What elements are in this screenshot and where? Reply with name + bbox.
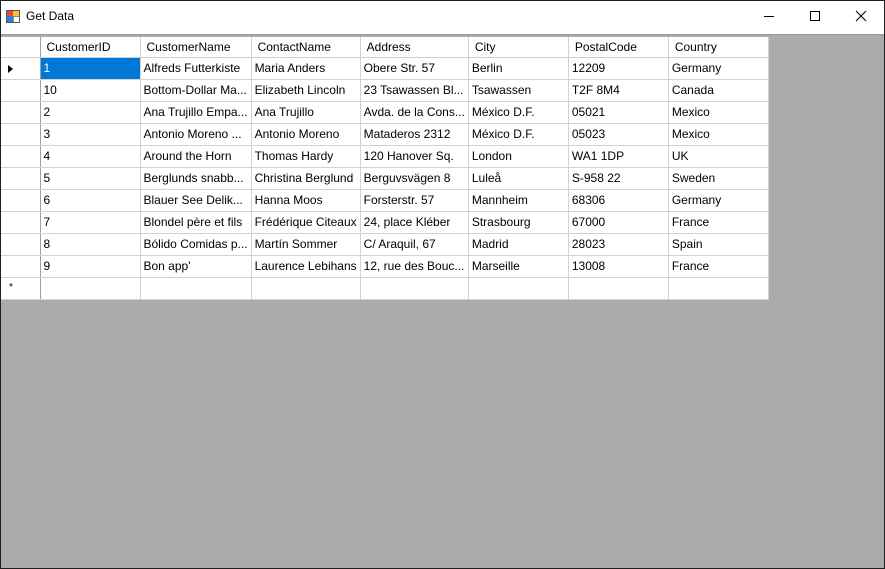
table-cell[interactable]: 6 (40, 189, 140, 211)
table-cell[interactable]: 05023 (568, 123, 668, 145)
row-header-cell[interactable] (1, 211, 40, 233)
table-cell[interactable]: 05021 (568, 101, 668, 123)
close-button[interactable] (838, 1, 884, 31)
table-cell[interactable] (568, 277, 668, 299)
table-cell[interactable] (668, 277, 768, 299)
table-cell[interactable]: Ana Trujillo (251, 101, 360, 123)
table-cell[interactable]: Blondel père et fils (140, 211, 251, 233)
row-header-cell[interactable] (1, 101, 40, 123)
table-cell[interactable]: Blauer See Delik... (140, 189, 251, 211)
table-cell[interactable]: Hanna Moos (251, 189, 360, 211)
table-cell[interactable]: 68306 (568, 189, 668, 211)
minimize-button[interactable] (746, 1, 792, 31)
table-cell[interactable]: 7 (40, 211, 140, 233)
table-cell[interactable]: México D.F. (468, 101, 568, 123)
table-cell[interactable]: Ana Trujillo Empa... (140, 101, 251, 123)
table-cell[interactable] (40, 277, 140, 299)
table-cell[interactable]: 10 (40, 79, 140, 101)
table-cell[interactable]: Mexico (668, 101, 768, 123)
row-header-cell[interactable] (1, 57, 40, 79)
table-cell[interactable]: 23 Tsawassen Bl... (360, 79, 468, 101)
column-header-customername[interactable]: CustomerName (140, 37, 251, 57)
table-row[interactable] (1, 189, 768, 211)
table-cell[interactable]: Tsawassen (468, 79, 568, 101)
row-header-cell[interactable] (1, 167, 40, 189)
window-title: Get Data (26, 9, 75, 23)
table-cell[interactable]: Mannheim (468, 189, 568, 211)
table-row[interactable] (1, 211, 768, 233)
row-header-cell[interactable] (1, 277, 40, 299)
table-row[interactable] (1, 101, 768, 123)
table-cell[interactable]: Forsterstr. 57 (360, 189, 468, 211)
column-header-city[interactable]: City (468, 37, 568, 57)
table-cell[interactable]: Avda. de la Cons... (360, 101, 468, 123)
table-cell[interactable]: Elizabeth Lincoln (251, 79, 360, 101)
app-form-icon[interactable] (6, 10, 20, 23)
table-cell[interactable]: 3 (40, 123, 140, 145)
table-cell[interactable] (140, 277, 251, 299)
new-row[interactable] (1, 277, 768, 299)
table-cell[interactable]: Antonio Moreno (251, 123, 360, 145)
minimize-icon (763, 10, 775, 22)
table-cell[interactable]: WA1 1DP (568, 145, 668, 167)
column-header-row (1, 37, 768, 57)
table-cell[interactable]: 8 (40, 233, 140, 255)
table-cell[interactable] (360, 277, 468, 299)
table-cell[interactable]: 13008 (568, 255, 668, 277)
table-row[interactable] (1, 167, 768, 189)
table-cell[interactable]: 28023 (568, 233, 668, 255)
table-cell[interactable]: Around the Horn (140, 145, 251, 167)
table-cell[interactable]: Berglunds snabb... (140, 167, 251, 189)
table-cell[interactable]: Alfreds Futterkiste (140, 57, 251, 79)
table-cell[interactable] (251, 277, 360, 299)
table-cell[interactable]: France (668, 211, 768, 233)
table-cell[interactable]: Maria Anders (251, 57, 360, 79)
table-cell[interactable]: Bon app' (140, 255, 251, 277)
table-cell[interactable]: Strasbourg (468, 211, 568, 233)
column-header-address[interactable]: Address (360, 37, 468, 57)
table-row[interactable] (1, 233, 768, 255)
table-cell[interactable]: 12, rue des Bouc... (360, 255, 468, 277)
table-cell[interactable]: Mataderos 2312 (360, 123, 468, 145)
column-header-country[interactable]: Country (668, 37, 768, 57)
table-cell[interactable]: France (668, 255, 768, 277)
table-cell[interactable]: Germany (668, 57, 768, 79)
row-header-cell[interactable] (1, 123, 40, 145)
table-cell[interactable]: Marseille (468, 255, 568, 277)
title-bar[interactable] (1, 1, 884, 33)
table-cell[interactable]: 2 (40, 101, 140, 123)
row-header-cell[interactable] (1, 79, 40, 101)
table-cell[interactable]: Bólido Comidas p... (140, 233, 251, 255)
table-row[interactable] (1, 57, 768, 79)
row-header-cell[interactable] (1, 189, 40, 211)
row-pointer-icon (8, 65, 13, 73)
table-cell[interactable]: Bottom-Dollar Ma... (140, 79, 251, 101)
table-cell[interactable]: 4 (40, 145, 140, 167)
maximize-button[interactable] (792, 1, 838, 31)
table-cell[interactable] (468, 277, 568, 299)
table-cell[interactable]: UK (668, 145, 768, 167)
table-cell[interactable]: Thomas Hardy (251, 145, 360, 167)
form-client-area (1, 34, 884, 568)
table-cell[interactable]: 5 (40, 167, 140, 189)
top-left-header-cell[interactable] (1, 37, 40, 57)
table-cell[interactable]: Luleå (468, 167, 568, 189)
table-cell[interactable]: Canada (668, 79, 768, 101)
row-header-cell[interactable] (1, 233, 40, 255)
data-grid-view[interactable] (1, 37, 769, 300)
table-cell[interactable]: 67000 (568, 211, 668, 233)
table-cell[interactable]: T2F 8M4 (568, 79, 668, 101)
row-header-cell[interactable] (1, 145, 40, 167)
table-cell[interactable]: Antonio Moreno ... (140, 123, 251, 145)
table-cell[interactable]: S-958 22 (568, 167, 668, 189)
close-icon (855, 10, 867, 22)
table-cell[interactable]: 24, place Kléber (360, 211, 468, 233)
table-cell[interactable]: Berlin (468, 57, 568, 79)
table-cell[interactable]: Martín Sommer (251, 233, 360, 255)
table-cell[interactable]: Mexico (668, 123, 768, 145)
table-row[interactable] (1, 79, 768, 101)
table-cell[interactable]: C/ Araquil, 67 (360, 233, 468, 255)
table-cell[interactable]: Berguvsvägen 8 (360, 167, 468, 189)
table-cell[interactable]: Laurence Lebihans (251, 255, 360, 277)
table-cell[interactable]: 1 (40, 57, 140, 79)
table-cell[interactable]: Christina Berglund (251, 167, 360, 189)
table-row[interactable] (1, 145, 768, 167)
column-header-postalcode[interactable]: PostalCode (568, 37, 668, 57)
table-cell[interactable]: Germany (668, 189, 768, 211)
column-header-customerid[interactable]: CustomerID (40, 37, 140, 57)
row-header-cell[interactable] (1, 255, 40, 277)
table-row[interactable] (1, 255, 768, 277)
table-cell[interactable]: Sweden (668, 167, 768, 189)
table-cell[interactable]: London (468, 145, 568, 167)
table-cell[interactable]: Frédérique Citeaux (251, 211, 360, 233)
table-cell[interactable]: Spain (668, 233, 768, 255)
table-cell[interactable]: 120 Hanover Sq. (360, 145, 468, 167)
maximize-icon (809, 10, 821, 22)
column-header-contactname[interactable]: ContactName (251, 37, 360, 57)
table-cell[interactable]: Obere Str. 57 (360, 57, 468, 79)
table-cell[interactable]: Madrid (468, 233, 568, 255)
table-cell[interactable]: 12209 (568, 57, 668, 79)
table-cell[interactable]: 9 (40, 255, 140, 277)
table-row[interactable] (1, 123, 768, 145)
table-cell[interactable]: México D.F. (468, 123, 568, 145)
new-row-marker: * (9, 281, 13, 293)
